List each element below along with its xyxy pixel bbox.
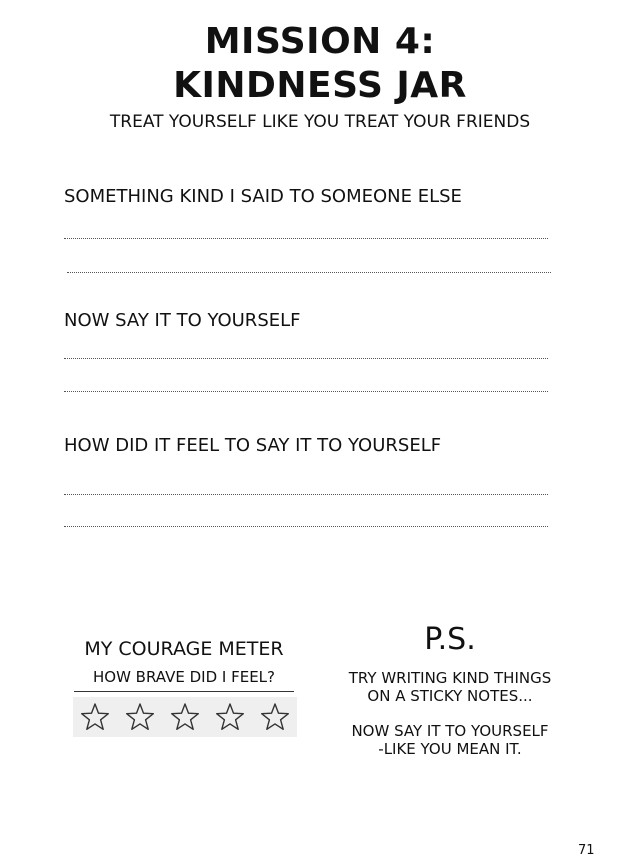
prompt-say-to-yourself: NOW SAY IT TO YOURSELF — [64, 310, 301, 331]
writing-line[interactable] — [64, 494, 548, 495]
star-icon[interactable] — [125, 702, 155, 732]
ps-title: P.S. — [424, 622, 476, 657]
page-number: 71 — [578, 843, 595, 858]
ps-line-1: TRY WRITING KIND THINGS — [348, 669, 552, 687]
ps-line-2: ON A STICKY NOTES... — [367, 687, 533, 705]
page-title-line-2: KINDNESS JAR — [173, 65, 467, 106]
prompt-how-did-it-feel: HOW DID IT FEEL TO SAY IT TO YOURSELF — [64, 435, 442, 456]
courage-meter-subtitle: HOW BRAVE DID I FEEL? — [74, 668, 294, 692]
writing-line[interactable] — [67, 272, 551, 273]
star-icon[interactable] — [170, 702, 200, 732]
star-icon[interactable] — [260, 702, 290, 732]
star-icon[interactable] — [80, 702, 110, 732]
courage-meter-title: MY COURAGE METER — [84, 638, 284, 660]
writing-line[interactable] — [64, 391, 548, 392]
ps-line-4: -LIKE YOU MEAN IT. — [378, 740, 522, 758]
prompt-kind-to-others: SOMETHING KIND I SAID TO SOMEONE ELSE — [64, 186, 462, 207]
star-icon[interactable] — [215, 702, 245, 732]
page-subtitle: TREAT YOURSELF LIKE YOU TREAT YOUR FRIENDS — [109, 112, 531, 132]
page-title-line-1: MISSION 4: — [204, 21, 436, 62]
writing-line[interactable] — [64, 526, 548, 527]
writing-line[interactable] — [64, 358, 548, 359]
star-rating — [73, 697, 297, 737]
writing-line[interactable] — [64, 238, 548, 239]
ps-line-3: NOW SAY IT TO YOURSELF — [351, 722, 549, 740]
